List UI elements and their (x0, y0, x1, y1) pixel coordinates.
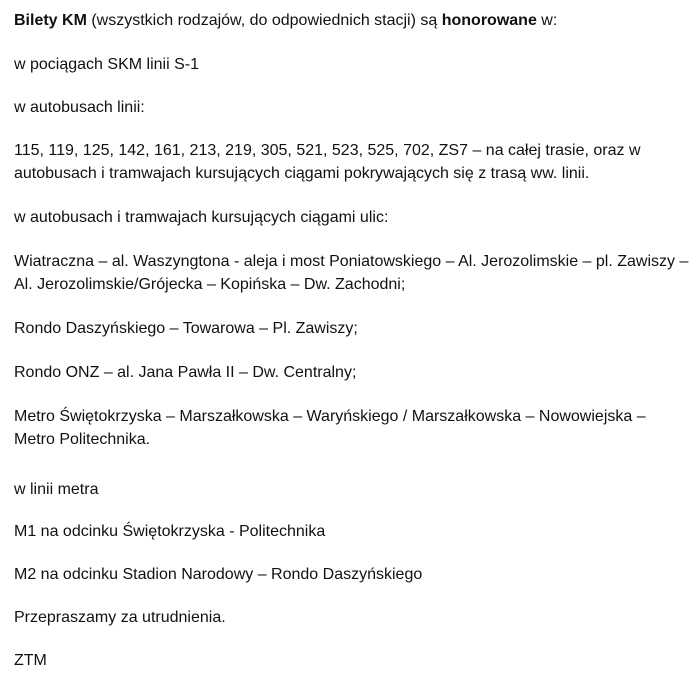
intro-text-1: (wszystkich rodzajów, do odpowiednich stacji) są (86, 12, 442, 29)
paragraph-route-wiatraczna: Wiatraczna – al. Waszyngtona - aleja i most Poniatowskiego – Al. Jerozolimskie – pl. Zawiszy – Al. Jerozolimskie/Grójecka – Kopińska – Dw. Zachodni; (14, 253, 692, 293)
intro-bold-honored: honorowane (441, 12, 537, 29)
paragraph-route-metro-swietokrzyska: Metro Świętokrzyska – Marszałkowska – Waryńskiego / Marszałkowska – Nowowiejska – Metro Politechnika. (14, 408, 651, 448)
paragraph-bus-lines-list: 115, 119, 125, 142, 161, 213, 219, 305, 521, 523, 525, 702, ZS7 – na całej trasie, oraz w autobusach i tramwajach kursujących ciągami pokrywających się z trasą ww. linii. (14, 142, 645, 182)
paragraph-apology: Przepraszamy za utrudnienia. (14, 609, 226, 626)
paragraph-streets-heading: w autobusach i tramwajach kursujących ciągami ulic: (14, 209, 389, 226)
paragraph-signature: ZTM (14, 652, 47, 669)
paragraph-bus-lines-heading: w autobusach linii: (14, 99, 145, 116)
paragraph-route-rondo-daszynskiego: Rondo Daszyńskiego – Towarowa – Pl. Zawiszy; (14, 320, 358, 337)
intro-text-2: w: (536, 12, 558, 29)
paragraph-metro-m2: M2 na odcinku Stadion Narodowy – Rondo Daszyńskiego (14, 566, 423, 583)
paragraph-route-rondo-onz: Rondo ONZ – al. Jana Pawła II – Dw. Centralny; (14, 364, 357, 381)
paragraph-metro-m1: M1 na odcinku Świętokrzyska - Politechnika (14, 523, 326, 540)
intro-bold-tickets: Bilety KM (14, 12, 87, 29)
paragraph-metro-heading: w linii metra (14, 481, 99, 498)
paragraph-skm-train: w pociągach SKM linii S-1 (14, 56, 199, 73)
intro-paragraph (14, 9, 557, 32)
